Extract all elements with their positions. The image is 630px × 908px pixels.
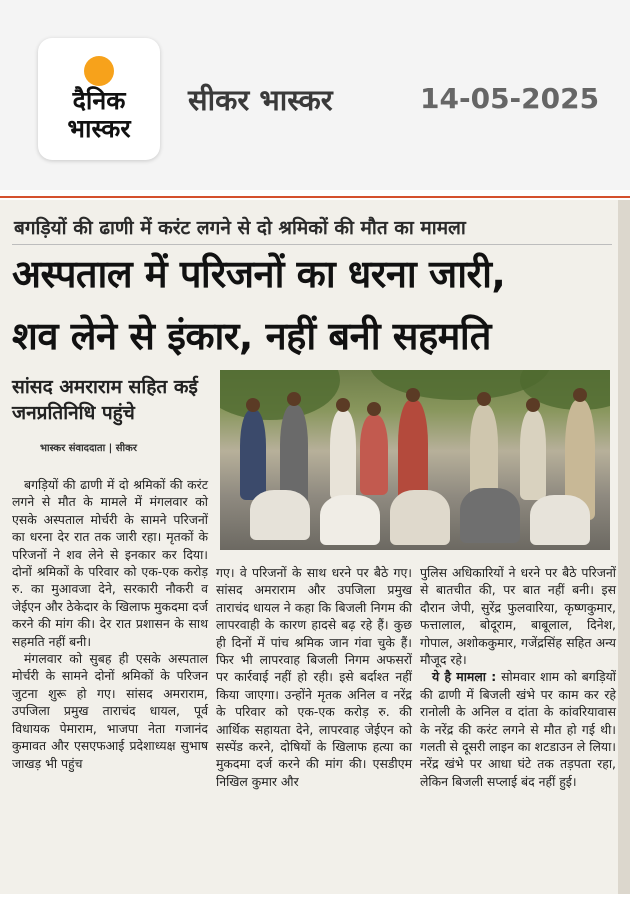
edition-date: 14-05-2025 [420, 82, 600, 115]
article-column-1 [12, 476, 208, 772]
case-details-label: ये है मामला : [432, 669, 497, 685]
dainik-bhaskar-logo[interactable] [38, 38, 160, 160]
logo-text-line1: दैनिक [72, 86, 126, 115]
protest-photo [220, 370, 610, 550]
clipping-bottom-edge [0, 894, 630, 908]
column-1-paragraph-1: बगड़ियों की ढाणी में दो श्रमिकों की करंट लगने से मौत के मामले में मंगलवार को एसके अस्पताल मोर्चरी के सामने परिजनों का धरना देर रात तक जारी रहा। मृतकों के परिजनों ने शव लेने से इनकार कर दिया। दोनों श्रमिकों के परिवार को एक-एक करोड़ रु. का मुआवजा देने, सरकारी नौकरी व जेईएन और ठेकेदार के खिलाफ मुकदमा दर्ज करने की मांग की। देर रात प्रशासन के साथ सहमति नहीं बनी। [12, 477, 208, 649]
byline: भास्कर संवाददाता | सीकर [40, 443, 137, 454]
kicker-divider [12, 244, 612, 245]
case-details-text: सोमवार शाम को बगड़ियों की ढाणी में बिजली खंभे पर काम कर रहे रानोली के अनिल व दांता के कांवरियावास के नरेंद्र की करंट लगने से मौत हो गई थी। गलती से दूसरी लाइन का शटडाउन ले लिया। नरेंद्र खंभे पर आधा घंटे तक तड़पता रहा, लेकिन बिजली सप्लाई बंद नहीं हुई। [420, 669, 616, 789]
edition-title: सीकर भास्कर [188, 83, 333, 117]
column-3-paragraph-2 [420, 668, 616, 790]
header-divider [0, 196, 630, 198]
sun-icon [84, 56, 114, 86]
app-header [0, 0, 630, 190]
headline-line-2: शव लेने से इंकार, नहीं बनी सहमति [12, 314, 491, 358]
subheadline: सांसद अमराराम सहित कई जनप्रतिनिधि पहुंचे [12, 376, 198, 424]
column-3-paragraph-1: पुलिस अधिकारियों ने धरने पर बैठे परिजनों से बातचीत की, पर बात नहीं बनी। इस दौरान जेपी, सुरेंद्र फुलवारिया, कृष्णकुमार, फत्तालाल, बोदूराम, बाबूलाल, दिनेश, गोपाल, अशोककुमार, गजेंद्रसिंह सहित अन्य मौजूद रहे। [420, 565, 616, 668]
logo-text-line2: भास्कर [67, 114, 131, 143]
article-column-3 [420, 564, 616, 790]
adjacent-article-edge [618, 200, 630, 908]
column-2-paragraph-1: गए। वे परिजनों के साथ धरने पर बैठे गए। सांसद अमराराम और उपजिला प्रमुख ताराचंद धायल ने कहा कि बिजली निगम की लापरवाही के कारण हादसे बढ़ रहे हैं। कुछ ही दिनों में पांच श्रमिक जान गंवा चुके हैं। फिर भी लापरवाह बिजली निगम अफसरों पर कार्रवाई नहीं हो रही। इसे बर्दाश्त नहीं किया जाएगा। उन्होंने मृतक अनिल व नरेंद्र के परिवार को एक-एक करोड़ रु. की आर्थिक सहायता देने, लापरवाह जेईएन को सस्पेंड करने, दोषियों के खिलाफ हत्या का मुकदमा दर्ज करने की मांग की। एसडीएम निखिल कुमार और [216, 565, 412, 789]
newspaper-clipping[interactable] [0, 200, 630, 908]
headline-line-1: अस्पताल में परिजनों का धरना जारी, [12, 252, 506, 296]
article-kicker: बगड़ियों की ढाणी में करंट लगने से दो श्रमिकों की मौत का मामला [14, 217, 466, 239]
column-1-paragraph-2: मंगलवार को सुबह ही एसके अस्पताल मोर्चरी के सामने दोनों श्रमिकों के परिजन जुटना शुरू हो गए। सांसद अमराराम, उपजिला प्रमुख ताराचंद धायल, पूर्व विधायक पेमाराम, भाजपा नेता गजानंद कुमावत और एसएफआई प्रदेशाध्यक्ष सुभाष जाखड़ भी पहुंच [12, 651, 208, 771]
article-column-2 [216, 564, 412, 790]
